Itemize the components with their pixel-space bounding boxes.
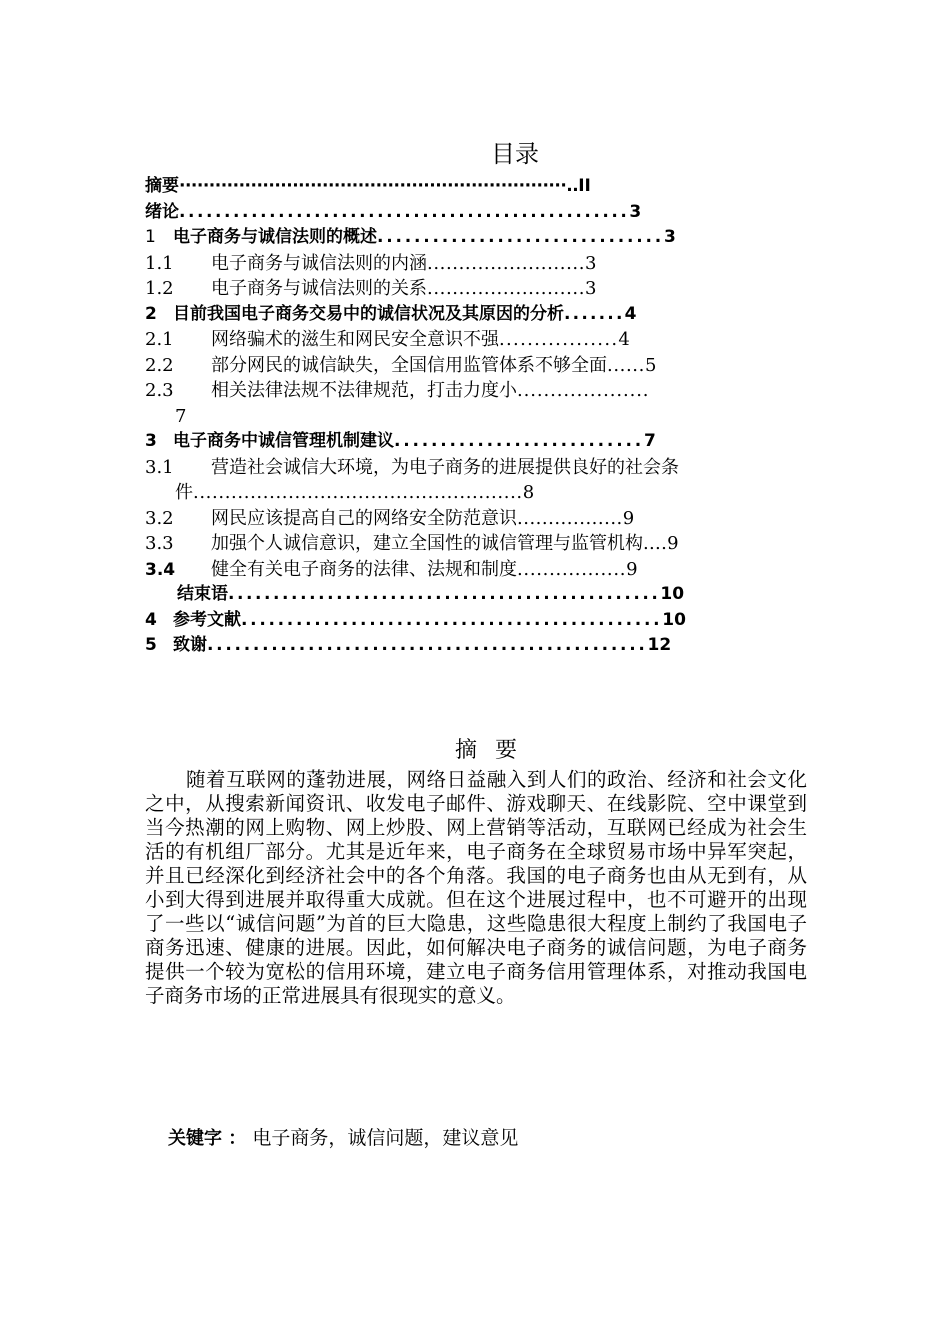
toc-entry-dots: .................................................. [179, 201, 630, 222]
toc-entry-page: 7 [175, 405, 187, 427]
toc-entry-text: 电子商务中诚信管理机制建议 [173, 431, 394, 451]
toc-entry-2-2[interactable] [145, 353, 815, 379]
toc-entry-page: 9 [626, 558, 638, 580]
toc-entry-references[interactable] [145, 608, 815, 634]
toc-entry-number: 3.4 [145, 559, 176, 580]
toc-entry-text: 电子商务与诚信法则的关系 [211, 278, 427, 299]
toc-entry-dots: .... [643, 533, 668, 554]
toc-entry-number: 5 [145, 635, 157, 655]
toc-entry-number: 1.2 [145, 278, 174, 299]
toc-entry-dots: ................................................ [228, 584, 661, 604]
toc-entry-page: 4 [624, 303, 637, 324]
toc-entry-page: 9 [622, 507, 635, 529]
toc-entry-abstract[interactable] [145, 174, 815, 200]
toc-entry-3-1-continuation[interactable] [145, 480, 815, 506]
toc-entry-page: 4 [618, 329, 630, 350]
toc-entry-3-3[interactable] [145, 531, 815, 557]
toc-entry-1-2[interactable] [145, 276, 815, 302]
toc-entry-number: 2.3 [145, 380, 174, 401]
toc-entry-text: 健全有关电子商务的法律、法规和制度 [211, 558, 517, 580]
toc-entry-dots: ............................... [377, 227, 664, 247]
toc-entry-number: 3 [145, 431, 157, 451]
toc-entry-text: 电子商务与诚信法则的内涵 [211, 252, 427, 274]
toc-entry-text-continued: 件 [175, 482, 193, 503]
table-of-contents [145, 174, 815, 659]
toc-entry-page: 12 [647, 635, 672, 655]
toc-entry-text: 结束语 [177, 584, 228, 604]
keywords-value: 电子商务，诚信问题，建议意见 [252, 1127, 519, 1149]
toc-entry-text: 摘要 [145, 176, 179, 196]
summary-title: 摘要 [454, 738, 535, 763]
toc-entry-text: 部分网民的诚信缺失，全国信用监管体系不够全面 [211, 354, 607, 376]
toc-title: 目录 [491, 140, 539, 168]
toc-entry-dots: ......................... [427, 278, 586, 299]
toc-entry-text: 网络骗术的滋生和网民安全意识不强 [211, 329, 499, 350]
toc-entry-page: 10 [660, 584, 685, 604]
toc-entry-3-1[interactable] [145, 455, 815, 481]
toc-entry-number: 2.2 [145, 354, 174, 376]
toc-entry-page: 8 [522, 482, 535, 503]
toc-entry-number: 3.2 [145, 507, 174, 529]
toc-entry-dots: ................. [499, 329, 619, 350]
toc-entry-number: 3.3 [145, 533, 174, 554]
toc-entry-page: 5 [644, 354, 657, 376]
toc-entry-page: 9 [667, 533, 679, 554]
toc-entry-number: 2 [145, 303, 157, 324]
toc-entry-text: 电子商务与诚信法则的概述 [173, 227, 377, 247]
toc-entry-2-3-page-line [145, 404, 815, 430]
summary-body: 随着互联网的蓬勃进展，网络日益融入到人们的政治、经济和社会文化之中，从搜索新闻资讯、收发电子邮件、游戏聊天、在线影院、空中课堂到当今热潮的网上购物、网上炒股、网上营销等活动，互联网已经成为社会生活的有机组厂部分。尤其是近年来，电子商务在全球贸易市场中异军突起，并且已经深化到经济社会中的各个角落。我国的电子商务也由从无到有，从小到大得到进展并取得重大成就。但在这个进展过程中，也不可避开的出现了一些以“诚信问题”为首的巨大隐患，这些隐患很大程度上制约了我国电子商务迅速、健康的进展。因此，如何解决电子商务的诚信问题，为电子商务提供一个较为宽松的信用环境，建立电子商务信用管理体系，对推动我国电子商务市场的正常进展具有很现实的意义。 [145, 768, 807, 1007]
toc-entry-chapter-2[interactable] [145, 302, 815, 328]
toc-entry-chapter-1[interactable] [145, 225, 815, 251]
toc-entry-acknowledgements[interactable] [145, 633, 815, 659]
toc-entry-dots: ................. [517, 507, 623, 529]
toc-entry-conclusion[interactable] [145, 582, 815, 608]
keywords-line [168, 1123, 518, 1150]
toc-entry-dots: .................................................... [193, 482, 523, 503]
toc-entry-dots: ...... [607, 354, 645, 376]
toc-entry-dots: .............................................. [241, 609, 663, 630]
toc-entry-text: 营造社会诚信大环境，为电子商务的进展提供良好的社会条 [211, 456, 679, 478]
toc-entry-dots: ·································································.. [179, 176, 579, 196]
toc-entry-dots: ........................... [394, 431, 644, 451]
toc-entry-1-1[interactable] [145, 251, 815, 277]
toc-entry-text: 相关法律法规不法律规范，打击力度小 [211, 380, 517, 401]
toc-entry-page: 10 [662, 609, 686, 630]
toc-entry-text: 加强个人诚信意识，建立全国性的诚信管理与监管机构 [211, 533, 643, 554]
toc-entry-dots: ....... [564, 303, 625, 324]
toc-entry-number: 1.1 [145, 252, 174, 274]
toc-entry-dots: ................................................ [207, 635, 648, 655]
toc-entry-number: 1 [145, 227, 156, 247]
toc-entry-number: 2.1 [145, 329, 174, 350]
toc-entry-3-4[interactable] [145, 557, 815, 583]
toc-entry-text: 网民应该提高自己的网络安全防范意识 [211, 507, 517, 529]
toc-entry-text: 绪论 [145, 201, 179, 222]
toc-entry-page: 3 [664, 227, 676, 247]
toc-entry-page: 3 [585, 278, 597, 299]
toc-entry-dots: .................... [517, 380, 650, 401]
toc-entry-text: 参考文献 [173, 609, 241, 630]
toc-entry-page: II [578, 176, 591, 196]
toc-entry-chapter-3[interactable] [145, 429, 815, 455]
toc-entry-page: 7 [643, 431, 656, 451]
toc-entry-dots: ......................... [427, 252, 586, 274]
toc-entry-text: 目前我国电子商务交易中的诚信状况及其原因的分析 [173, 303, 564, 324]
toc-entry-dots: ................. [517, 558, 627, 580]
toc-entry-number: 4 [145, 609, 157, 630]
toc-entry-number: 3.1 [145, 456, 174, 478]
toc-entry-page: 3 [585, 252, 597, 274]
keywords-label: 关键字 ： [168, 1128, 247, 1149]
toc-entry-2-3[interactable] [145, 378, 815, 404]
toc-entry-introduction[interactable] [145, 200, 815, 226]
toc-entry-page: 3 [629, 201, 642, 222]
toc-entry-text: 致谢 [173, 635, 207, 655]
toc-entry-2-1[interactable] [145, 327, 815, 353]
toc-entry-3-2[interactable] [145, 506, 815, 532]
